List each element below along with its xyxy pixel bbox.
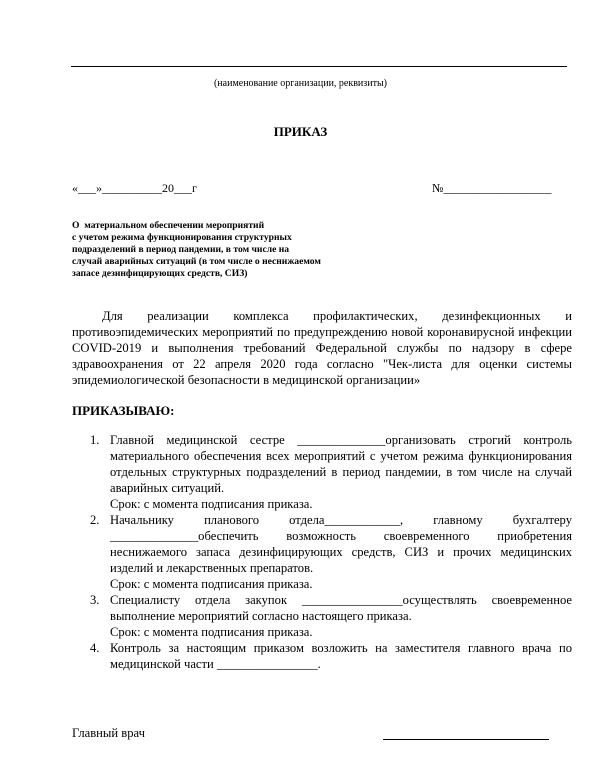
signer-title: Главный врач xyxy=(72,726,145,740)
subject-line: О материальном обеспечении мероприятий xyxy=(72,220,265,231)
order-heading: ПРИКАЗЫВАЮ: xyxy=(72,403,175,418)
organization-caption: (наименование организации, реквизиты) xyxy=(213,78,388,89)
number-field: №__________________ xyxy=(432,181,552,195)
order-item xyxy=(90,432,572,512)
document-title: ПРИКАЗ xyxy=(273,124,328,139)
item-text: Специалисту отдела закупок ________________осуществлять своевременное выполнение мероприятий согласно настоящего приказа. xyxy=(110,593,572,623)
order-item xyxy=(90,512,572,592)
item-number: 4. xyxy=(90,641,100,655)
item-number: 2. xyxy=(90,513,100,527)
date-field: «___»__________20___г xyxy=(72,181,197,195)
order-subject xyxy=(72,220,321,280)
order-item xyxy=(90,592,572,640)
item-deadline: Срок: с момента подписания приказа. xyxy=(110,625,313,639)
signature-line xyxy=(383,739,549,740)
item-text: Главной медицинской сестре ______________организовать строгий контроль материального обеспечения всех мероприятий с учетом режима функционирования отдельных структурных подразделений в период пандемии, в том числе на случай аварийных ситуаций. xyxy=(110,433,572,495)
item-text: Контроль за настоящим приказом возложить на заместителя главного врача по медицинской части ________________. xyxy=(110,641,572,671)
order-item xyxy=(90,640,572,672)
intro-paragraph: Для реализации комплекса профилактических, дезинфекционных и противоэпидемических мероприятий по предупреждению новой коронавирусной инфекции COVID-2019 и выполнения требований Федеральной службы по надзору в сфере здравоохранения от 22 апреля 2020 года согласно "Чек-листа для оценки системы эпидемиологической безопасности в медицинской организации» xyxy=(72,309,572,387)
item-number: 1. xyxy=(90,433,100,447)
item-deadline: Срок: с момента подписания приказа. xyxy=(110,577,313,591)
subject-line: с учетом режима функционирования структурных xyxy=(72,232,292,243)
subject-line: случай аварийных ситуаций (в том числе о неснижаемом xyxy=(72,256,321,267)
organization-name-line xyxy=(71,66,567,67)
subject-line: запасе дезинфицирующих средств, СИЗ) xyxy=(72,268,248,279)
item-deadline: Срок: с момента подписания приказа. xyxy=(110,497,313,511)
subject-line: подразделений в период пандемии, в том числе на xyxy=(72,244,290,255)
order-items-list xyxy=(90,432,572,672)
item-number: 3. xyxy=(90,593,100,607)
item-text: Начальнику планового отдела____________, главному бухгалтеру ______________обеспечить возможность своевременного приобретения неснижаемого запаса дезинфицирующих средств, СИЗ и прочих медицинских изделий и лекарственных препаратов. xyxy=(110,513,572,575)
